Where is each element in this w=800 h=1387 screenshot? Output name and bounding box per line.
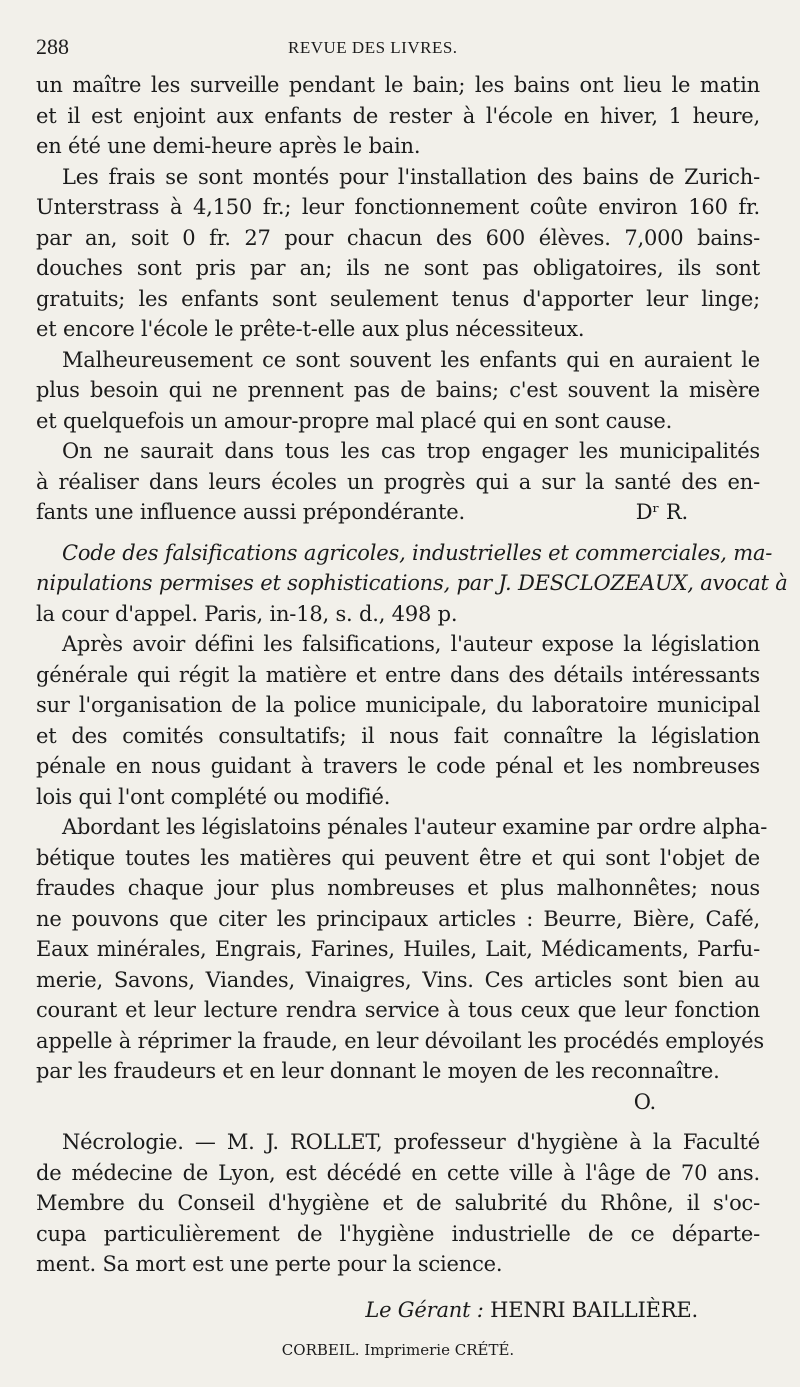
text-line: pénale en nous guidant à travers le code pénal et les nombreuses	[36, 754, 760, 778]
necrology-line: ment. Sa mort est une perte pour la science.	[36, 1252, 503, 1276]
review-heading-line: la cour d'appel. Paris, in-18, s. d., 498 p.	[36, 601, 458, 626]
necrology-line: Nécrologie. — M. J. ROLLET, professeur d'hygiène à la Faculté	[62, 1130, 760, 1154]
text-line: Unterstrass à 4,150 fr.; leur fonctionnement coûte environ 160 fr.	[36, 195, 760, 219]
necrology-line: Membre du Conseil d'hygiène et de salubrité du Rhône, il s'oc-	[36, 1191, 760, 1215]
gerant-name: HENRI BAILLIÈRE.	[490, 1297, 698, 1322]
text-line: Après avoir défini les falsifications, l'auteur expose la législation	[62, 632, 760, 656]
gerant-label: Le Gérant :	[365, 1297, 484, 1322]
text-line: ne pouvons que citer les principaux articles : Beurre, Bière, Café,	[36, 906, 760, 931]
text-line: à réaliser dans leurs écoles un progrès qui a sur la santé des en-	[36, 469, 760, 494]
page-number: 288	[36, 34, 69, 59]
text-line: et quelquefois un amour-propre mal placé qui en sont cause.	[36, 408, 673, 433]
gerant-line	[36, 1290, 760, 1330]
review-heading-line: nipulations permises et sophistications, par J. DESCLOZEAUX, avocat à	[36, 571, 788, 595]
text-line: lois qui l'ont complété ou modifié.	[36, 784, 391, 809]
printer-name: CRÉTÉ.	[454, 1340, 515, 1359]
text-line: fraudes chaque jour plus nombreuses et plus malhonnêtes; nous	[36, 876, 760, 900]
text-line: et il est enjoint aux enfants de rester à l'école en hiver, 1 heure,	[36, 103, 760, 128]
printer-text: Imprimerie	[364, 1340, 450, 1359]
necrology-line: cupa particulièrement de l'hygiène industrielle de ce départe-	[36, 1221, 760, 1246]
text-line: bétique toutes les matières qui peuvent être et qui sont l'objet de	[36, 845, 760, 870]
text-line: et encore l'école le prête-t-elle aux plus nécessiteux.	[36, 317, 585, 341]
text-line: sur l'organisation de la police municipale, du laboratoire municipal	[36, 693, 760, 717]
page-body	[36, 70, 788, 1370]
necrology-line: de médecine de Lyon, est décédé en cette ville à l'âge de 70 ans.	[36, 1160, 760, 1185]
printer-town: CORBEIL.	[281, 1340, 360, 1359]
text-line: gratuits; les enfants sont seulement tenus d'apporter leur linge;	[36, 286, 760, 311]
review-heading-line: Code des falsifications agricoles, industrielles et commerciales, ma-	[62, 540, 773, 565]
running-head	[36, 30, 760, 66]
text-line: un maître les surveille pendant le bain; les bains ont lieu le matin	[36, 73, 760, 97]
text-line: appelle à réprimer la fraude, en leur dévoilant les procédés employés	[36, 1028, 764, 1053]
text-line: Abordant les législatoins pénales l'auteur examine par ordre alpha-	[62, 815, 768, 839]
signature: Dʳ R.	[635, 500, 688, 524]
signature: O.	[633, 1089, 656, 1114]
text-line: merie, Savons, Viandes, Vinaigres, Vins. Ces articles sont bien au	[36, 967, 760, 992]
text-line: fants une influence aussi prépondérante.	[36, 500, 465, 524]
printer-footer	[36, 1330, 760, 1370]
text-line: Les frais se sont montés pour l'installation des bains de Zurich-	[62, 164, 760, 189]
text-line: par an, soit 0 fr. 27 pour chacun des 600 élèves. 7,000 bains-	[36, 225, 760, 250]
text-line: On ne saurait dans tous les cas trop engager les municipalités	[62, 439, 760, 463]
text-line: douches sont pris par an; ils ne sont pas obligatoires, ils sont	[36, 256, 760, 280]
text-line: en été une demi-heure après le bain.	[36, 134, 421, 158]
running-title: REVUE DES LIVRES.	[288, 38, 458, 57]
text-line: plus besoin qui ne prennent pas de bains; c'est souvent la misère	[36, 378, 760, 402]
text-line: Eaux minérales, Engrais, Farines, Huiles, Lait, Médicaments, Parfu-	[36, 937, 760, 961]
text-line-with-signature	[36, 497, 760, 528]
text-line: par les fraudeurs et en leur donnant le moyen de les reconnaître.	[36, 1059, 720, 1083]
text-line: et des comités consultatifs; il nous fait connaître la législation	[36, 723, 760, 748]
text-line: courant et leur lecture rendra service à tous ceux que leur fonction	[36, 998, 760, 1022]
text-line: générale qui régit la matière et entre dans des détails intéressants	[36, 662, 760, 687]
text-line: Malheureusement ce sont souvent les enfants qui en auraient le	[62, 347, 760, 372]
